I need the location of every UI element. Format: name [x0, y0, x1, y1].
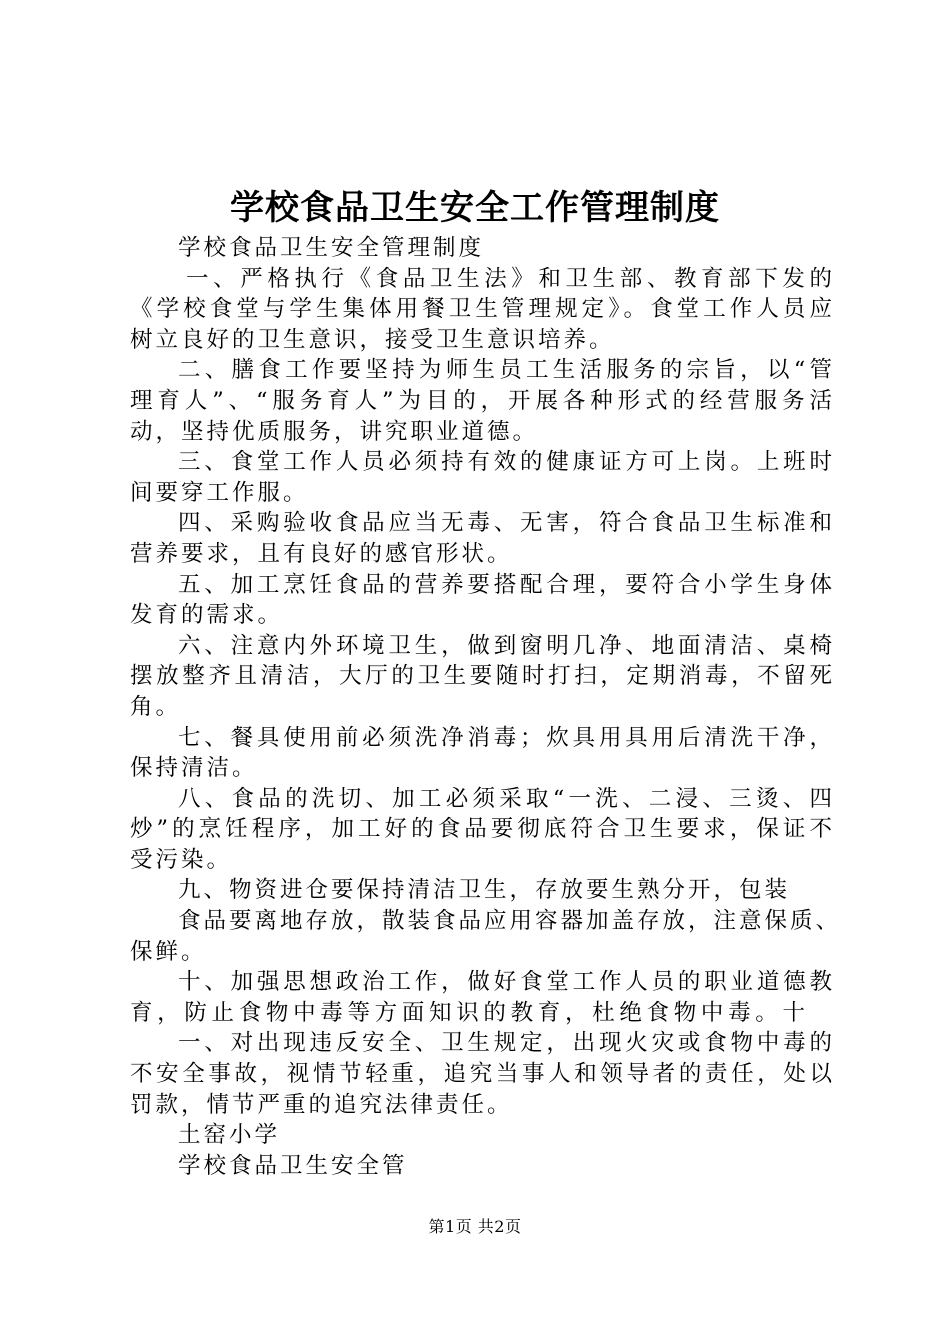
text-line: 理育人”、“服务育人”为目的，开展各种形式的经营服务活 [130, 387, 835, 414]
text-line: 间要穿工作服。 [130, 479, 309, 506]
text-line: 动，坚持优质服务，讲究职业道德。 [130, 418, 539, 445]
text-line: 树立良好的卫生意识，接受卫生意识培养。 [130, 326, 615, 353]
document-title: 学校食品卫生安全工作管理制度 [230, 188, 720, 228]
text-line: 四、采购验收食品应当无毒、无害，符合食品卫生标准和 [178, 510, 835, 537]
text-line: 九、物资进仓要保持清洁卫生，存放要生熟分开，包装 [178, 877, 791, 904]
text-line: 摆放整齐且清洁，大厅的卫生要随时打扫，定期消毒，不留死 [130, 663, 835, 690]
text-line: 八、食品的洗切、加工必须采取“一洗、二浸、三烫、四 [178, 785, 835, 812]
text-line: 《学校食堂与学生集体用餐卫生管理规定》。食堂工作人员应 [130, 296, 835, 323]
text-line: 二、膳食工作要坚持为师生员工生活服务的宗旨，以“管 [178, 357, 835, 384]
text-line: 罚款，情节严重的追究法律责任。 [130, 1091, 513, 1118]
page-number: 第1页 共2页 [428, 1217, 522, 1236]
text-line: 六、注意内外环境卫生，做到窗明几净、地面清洁、桌椅 [178, 632, 835, 659]
text-line: 三、食堂工作人员必须持有效的健康证方可上岗。上班时 [178, 449, 835, 476]
text-line: 食品要离地存放，散装食品应用容器加盖存放，注意保质、 [178, 908, 842, 935]
text-line: 一、对出现违反安全、卫生规定，出现火灾或食物中毒的 [178, 1030, 835, 1057]
text-line: 五、加工烹饪食品的营养要搭配合理，要符合小学生身体 [178, 571, 835, 598]
text-line: 七、餐具使用前必须洗净消毒；炊具用具用后清洗干净， [178, 724, 835, 751]
subtitle-line: 学校食品卫生安全管理制度 [178, 235, 485, 261]
text-line: 发育的需求。 [130, 602, 284, 629]
text-line: 十、加强思想政治工作，做好食堂工作人员的职业道德教 [178, 969, 835, 996]
text-line: 学校食品卫生安全管 [178, 1152, 408, 1179]
text-line: 营养要求，且有良好的感官形状。 [130, 540, 513, 567]
text-line: 不安全事故，视情节轻重，追究当事人和领导者的责任，处以 [130, 1061, 835, 1088]
text-line: 受污染。 [130, 846, 233, 873]
text-line: 保持清洁。 [130, 755, 258, 782]
text-line: 角。 [130, 693, 182, 720]
document-body [130, 233, 842, 1181]
signature-school: 土窑小学 [178, 1122, 281, 1149]
text-line: 育，防止食物中毒等方面知识的教育，杜绝食物中毒。十 [130, 999, 808, 1026]
text-line: 炒”的烹饪程序，加工好的食品要彻底符合卫生要求，保证不 [130, 816, 835, 843]
text-line: 保鲜。 [130, 938, 207, 965]
text-line: 一、严格执行《食品卫生法》和卫生部、教育部下发的 [186, 265, 835, 292]
